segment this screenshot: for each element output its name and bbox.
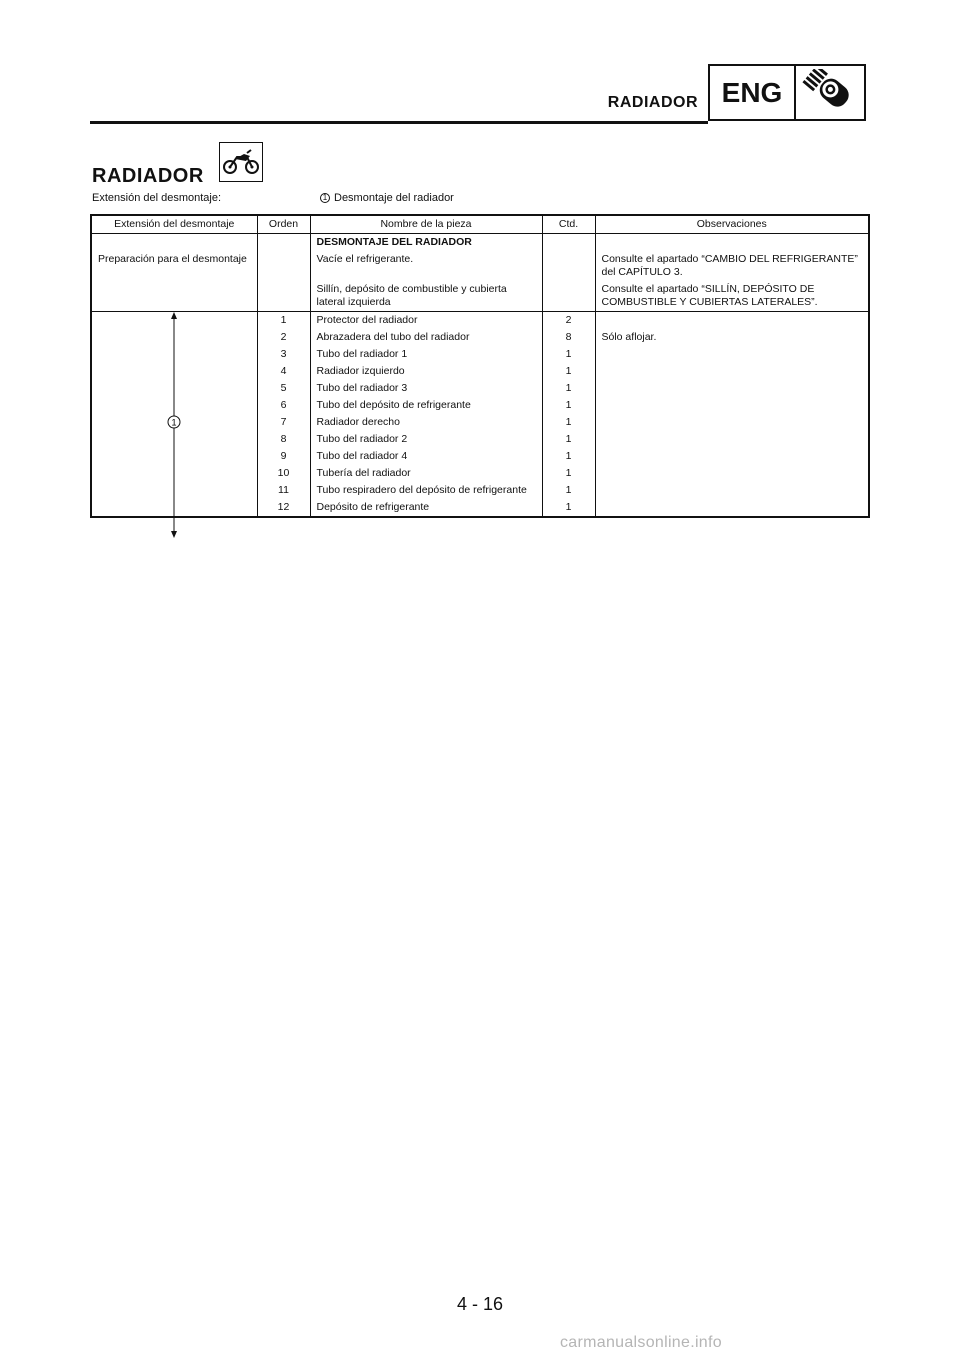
page-number: 4 - 16 xyxy=(456,1294,504,1314)
part-name: Tubo del radiador 4 xyxy=(310,448,542,465)
part-qty: 1 xyxy=(542,380,595,397)
part-note xyxy=(595,431,869,448)
order-number: 6 xyxy=(257,397,310,414)
order-number: 3 xyxy=(257,346,310,363)
range-arrow xyxy=(162,312,192,538)
range-marker-label: 1 xyxy=(171,417,177,428)
part-note xyxy=(595,346,869,363)
header-part-name: Nombre de la pieza xyxy=(310,215,542,234)
part-note xyxy=(595,312,869,330)
header-title: RADIADOR xyxy=(607,94,698,111)
order-number: 2 xyxy=(257,329,310,346)
extent-value xyxy=(320,192,454,204)
order-number: 9 xyxy=(257,448,310,465)
order-number: 8 xyxy=(257,431,310,448)
table-row xyxy=(91,312,869,330)
part-note xyxy=(595,363,869,380)
part-qty: 1 xyxy=(542,414,595,431)
header-notes: Observaciones xyxy=(595,215,869,234)
part-qty: 1 xyxy=(542,431,595,448)
part-name: Depósito de refrigerante xyxy=(310,499,542,517)
part-qty: 8 xyxy=(542,329,595,346)
part-name: Tubo del depósito de refrigerante xyxy=(310,397,542,414)
part-name: Vacíe el refrigerante. xyxy=(310,251,542,281)
extent-label: Extensión del desmontaje: xyxy=(92,192,222,204)
part-name: Sillín, depósito de combustible y cubierta lateral izquierda xyxy=(310,281,542,312)
order-number: 4 xyxy=(257,363,310,380)
prep-scope: Preparación para el desmontaje xyxy=(91,251,257,281)
header-order: Orden xyxy=(257,215,310,234)
part-note: Consulte el apartado “CAMBIO DEL REFRIGERANTE” del CAPÍTULO 3. xyxy=(595,251,869,281)
order-number: 12 xyxy=(257,499,310,517)
part-note xyxy=(595,448,869,465)
part-name: Tubería del radiador xyxy=(310,465,542,482)
header-rule xyxy=(90,121,708,124)
order-number: 7 xyxy=(257,414,310,431)
section-title: RADIADOR xyxy=(92,165,204,187)
part-note: Consulte el apartado “SILLÍN, DEPÓSITO DE COMBUSTIBLE Y CUBIERTAS LATERALES”. xyxy=(595,281,869,312)
part-qty: 1 xyxy=(542,448,595,465)
motorcycle-icon xyxy=(219,142,263,182)
part-name: Tubo del radiador 3 xyxy=(310,380,542,397)
part-name: Protector del radiador xyxy=(310,312,542,330)
part-qty: 1 xyxy=(542,465,595,482)
order-number: 10 xyxy=(257,465,310,482)
part-note: Sólo aflojar. xyxy=(595,329,869,346)
part-note xyxy=(595,499,869,517)
part-note xyxy=(595,482,869,499)
parts-table xyxy=(90,214,870,518)
part-qty: 1 xyxy=(542,482,595,499)
header-extent: Extensión del desmontaje xyxy=(91,215,257,234)
part-qty: 1 xyxy=(542,363,595,380)
extent-description: Desmontaje del radiador xyxy=(334,192,454,204)
part-note xyxy=(595,380,869,397)
table-row xyxy=(91,251,869,281)
part-name: Radiador izquierdo xyxy=(310,363,542,380)
part-name: Abrazadera del tubo del radiador xyxy=(310,329,542,346)
part-qty: 1 xyxy=(542,346,595,363)
eng-section-badge xyxy=(708,64,866,121)
order-number: 1 xyxy=(257,312,310,330)
range-marker-1: 1 xyxy=(320,193,330,203)
part-name: Tubo respiradero del depósito de refrigerante xyxy=(310,482,542,499)
part-note xyxy=(595,465,869,482)
part-name: Radiador derecho xyxy=(310,414,542,431)
part-note xyxy=(595,397,869,414)
watermark: carmanualsonline.info xyxy=(560,1334,722,1351)
part-name: Tubo del radiador 1 xyxy=(310,346,542,363)
part-name: Tubo del radiador 2 xyxy=(310,431,542,448)
order-number: 5 xyxy=(257,380,310,397)
order-number: 11 xyxy=(257,482,310,499)
range-arrow-cell xyxy=(91,312,257,518)
eng-label: ENG xyxy=(710,66,796,119)
part-qty: 1 xyxy=(542,499,595,517)
part-qty: 1 xyxy=(542,397,595,414)
table-header-row xyxy=(91,215,869,234)
table-row xyxy=(91,281,869,312)
engine-piston-icon xyxy=(796,66,864,119)
table-row xyxy=(91,234,869,252)
header-qty: Ctd. xyxy=(542,215,595,234)
part-note xyxy=(595,414,869,431)
part-qty: 2 xyxy=(542,312,595,330)
prep-heading: DESMONTAJE DEL RADIADOR xyxy=(310,234,542,252)
